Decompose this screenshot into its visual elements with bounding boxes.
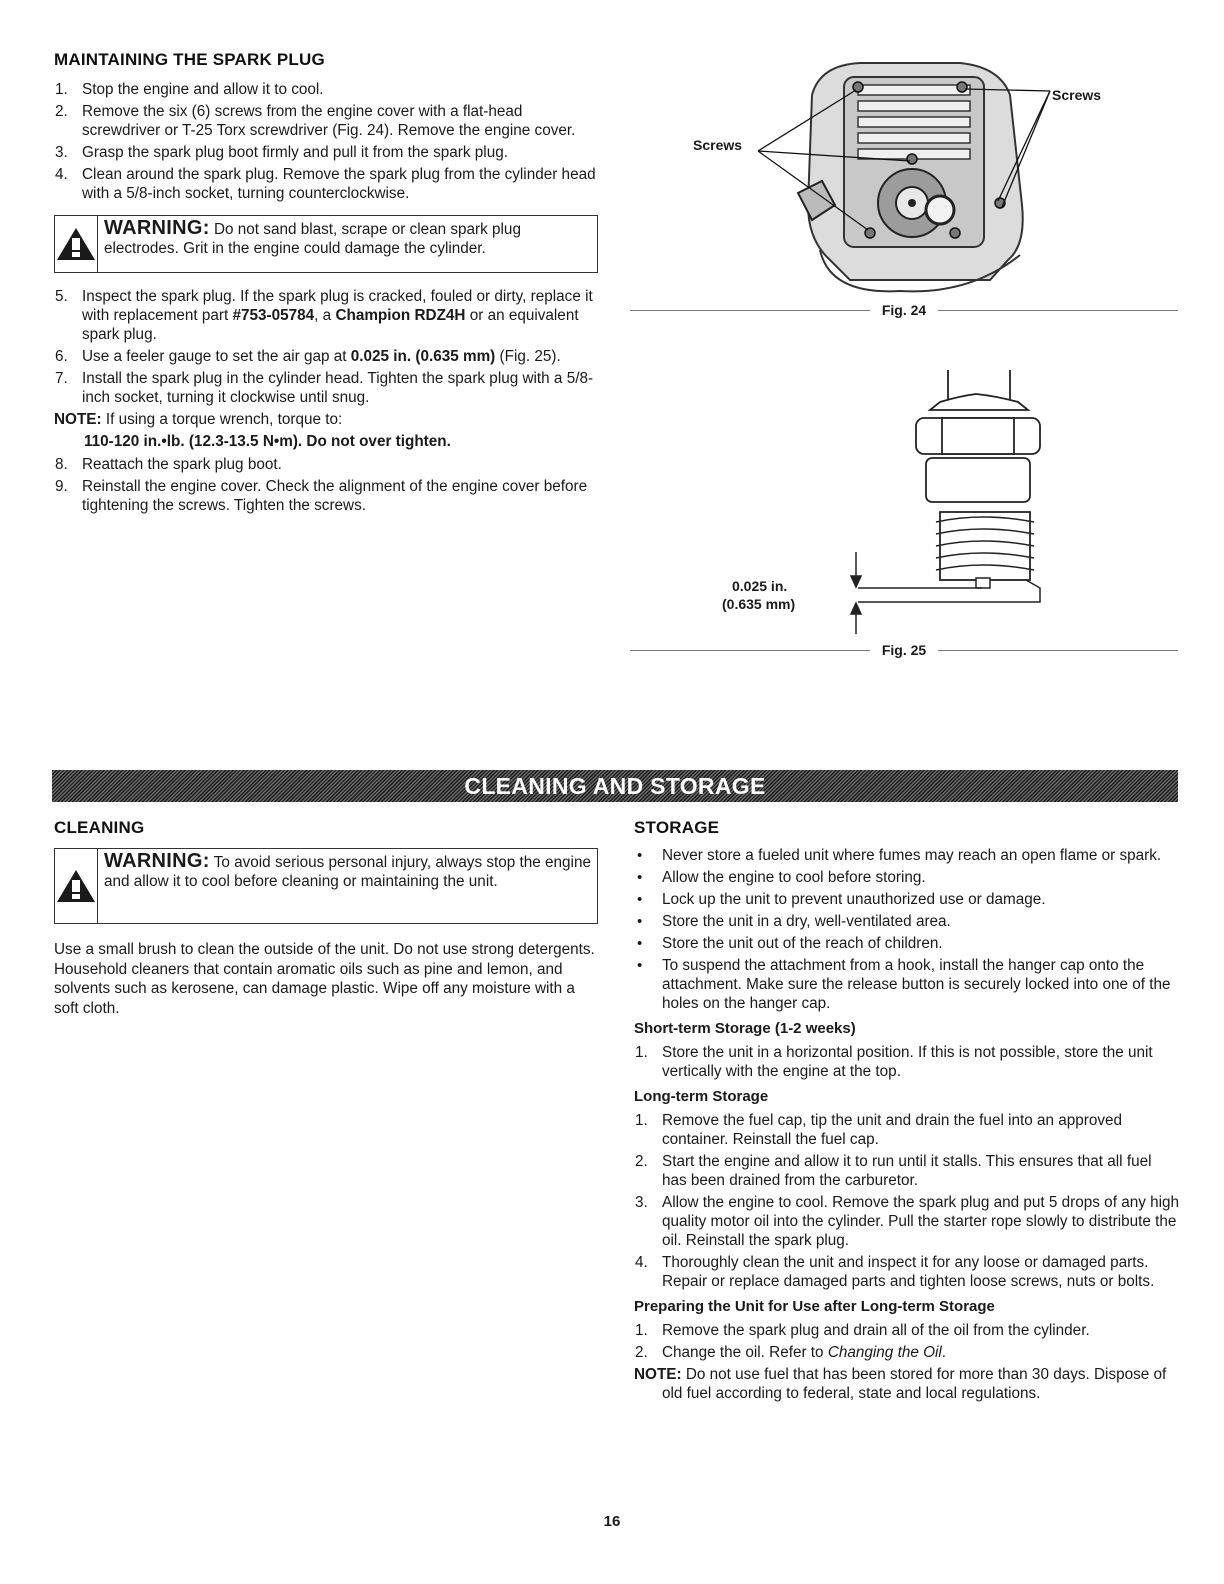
warning-title: WARNING: — [104, 217, 210, 239]
cleaning-warning-box — [54, 848, 598, 924]
list-item: 4. Thoroughly clean the unit and inspect it for any loose or damaged parts. Repair or replace damaged parts and tighten loose screws, nuts or bolts. — [635, 1254, 1155, 1290]
list-item: • To suspend the attachment from a hook, install the hanger cap onto the attachment. Make sure the release button is securely locked into one of the holes on the hanger cap. — [634, 956, 1180, 1013]
warning-title: WARNING: — [104, 850, 210, 872]
fig24-label-left: Screws — [693, 137, 743, 153]
list-item: 7. Install the spark plug in the cylinder head. Tighten the spark plug with a 5/8-inch socket, turning it clockwise until snug. — [55, 370, 594, 406]
list-item: 1. Store the unit in a horizontal position. If this is not possible, store the unit vertically with the engine at the top. — [635, 1044, 1153, 1080]
part-number: #753-05784 — [232, 307, 315, 324]
list-item: 1. Remove the spark plug and drain all of the oil from the cylinder. — [635, 1322, 1090, 1339]
short-term-steps — [634, 1043, 1180, 1081]
list-item: 1. Stop the engine and allow it to cool. — [55, 81, 324, 98]
spark-plug-steps-b — [54, 455, 602, 515]
caption-rule-right — [938, 310, 1178, 311]
preparing-heading: Preparing the Unit for Use after Long-term Storage — [634, 1298, 995, 1315]
torque-spec: 110-120 in.•lb. (12.3-13.5 N•m). Do not over tighten. — [84, 433, 451, 450]
air-gap-value: 0.025 in. (0.635 mm) — [350, 348, 496, 365]
list-item: 2. Remove the six (6) screws from the engine cover with a flat-head screwdriver or T-25 Torx screwdriver (Fig. 24). Remove the engine cover. — [55, 103, 576, 139]
warning-text: Do not sand blast, scrape or clean spark plug electrodes. Grit in the engine could damage the cylinder. — [104, 221, 521, 257]
list-item: 8. Reattach the spark plug boot. — [55, 456, 282, 473]
cleaning-paragraph: Use a small brush to clean the outside of the unit. Do not use strong detergents. Household cleaners that contain aromatic oils such as pine and lemon, and solvents such as kerosene, can damage plastic. Wipe off any moisture with a soft cloth. — [54, 941, 595, 1017]
page-number: 16 — [603, 1513, 621, 1530]
list-item: • Lock up the unit to prevent unauthorized use or damage. — [634, 890, 1180, 909]
list-item: 5. Inspect the spark plug. If the spark plug is cracked, fouled or dirty, replace it with replacement part #753-05784, a Champion RDZ4H or an equivalent spark plug. — [55, 288, 593, 343]
fig25-gap-inches: 0.025 in. — [732, 578, 788, 594]
cleaning-heading: CLEANING — [54, 818, 145, 837]
long-term-heading: Long-term Storage — [634, 1088, 769, 1105]
cleaning-section — [54, 818, 602, 1018]
fuel-age-note: NOTE: Do not use fuel that has been stored for more than 30 days. Dispose of old fuel according to federal, state and local regulations. — [634, 1366, 1167, 1402]
storage-heading: STORAGE — [634, 818, 720, 837]
warning-triangle-icon — [55, 868, 97, 904]
list-item: • Never store a fueled unit where fumes may reach an open flame or spark. — [634, 846, 1180, 865]
fig25-caption: Fig. 25 — [881, 642, 927, 658]
warning-triangle-icon — [55, 226, 97, 262]
fig24-caption-row — [630, 302, 1178, 318]
caption-rule-left — [630, 650, 870, 651]
storage-bullets — [634, 846, 1180, 1013]
fig25-figure — [630, 370, 1178, 638]
champion-model: Champion RDZ4H — [335, 307, 466, 324]
list-item: 2. Change the oil. Refer to Changing the Oil. — [635, 1344, 947, 1361]
caption-rule-right — [938, 650, 1178, 651]
list-item: • Store the unit out of the reach of children. — [634, 934, 1180, 953]
list-item: 3. Grasp the spark plug boot firmly and pull it from the spark plug. — [55, 144, 508, 161]
warning-icon-cell — [55, 216, 98, 272]
list-item: • Store the unit in a dry, well-ventilated area. — [634, 912, 1180, 931]
spark-plug-section — [54, 50, 602, 518]
list-item: 2. Start the engine and allow it to run until it stalls. This ensures that all fuel has been drained from the carburetor. — [635, 1153, 1152, 1189]
warning-text: To avoid serious personal injury, always stop the engine and allow it to cool before cleaning or maintaining the unit. — [104, 854, 591, 890]
long-term-steps — [634, 1111, 1180, 1291]
cross-reference: Changing the Oil — [827, 1344, 942, 1361]
list-item: 1. Remove the fuel cap, tip the unit and drain the fuel into an approved container. Reinstall the fuel cap. — [635, 1112, 1123, 1148]
torque-note: NOTE: If using a torque wrench, torque to: — [54, 411, 343, 428]
list-item: 4. Clean around the spark plug. Remove the spark plug from the cylinder head with a 5/8-inch socket, turning counterclockwise. — [55, 166, 596, 202]
fig24-caption: Fig. 24 — [881, 302, 927, 318]
fig24-figure — [630, 55, 1178, 300]
caption-rule-left — [630, 310, 870, 311]
list-item: • Allow the engine to cool before storing. — [634, 868, 1180, 887]
spark-plug-steps-a — [54, 80, 602, 203]
spark-plug-heading: MAINTAINING THE SPARK PLUG — [54, 50, 325, 69]
fig25-caption-row — [630, 642, 1178, 658]
preparing-steps — [634, 1321, 1180, 1362]
fig25-gap-mm: (0.635 mm) — [722, 596, 796, 612]
warning-icon-cell — [55, 849, 98, 923]
spark-plug-illustration — [630, 370, 1178, 638]
fig24-label-right: Screws — [1052, 87, 1102, 103]
list-item: 6. Use a feeler gauge to set the air gap at 0.025 in. (0.635 mm) (Fig. 25). — [55, 348, 561, 365]
list-item: 9. Reinstall the engine cover. Check the alignment of the engine cover before tightening the screws. Tighten the screws. — [55, 478, 588, 514]
spark-plug-warning-box — [54, 215, 598, 273]
list-item: 3. Allow the engine to cool. Remove the spark plug and put 5 drops of any high quality motor oil into the cylinder. Pull the starter rope slowly to distribute the oil. Reinstall the spark plug. — [635, 1194, 1180, 1249]
storage-section — [634, 818, 1180, 1403]
short-term-heading: Short-term Storage (1-2 weeks) — [634, 1020, 856, 1037]
spark-plug-steps-mid — [54, 287, 602, 407]
banner-title: CLEANING AND STORAGE — [464, 772, 766, 799]
section-banner — [52, 770, 1178, 802]
